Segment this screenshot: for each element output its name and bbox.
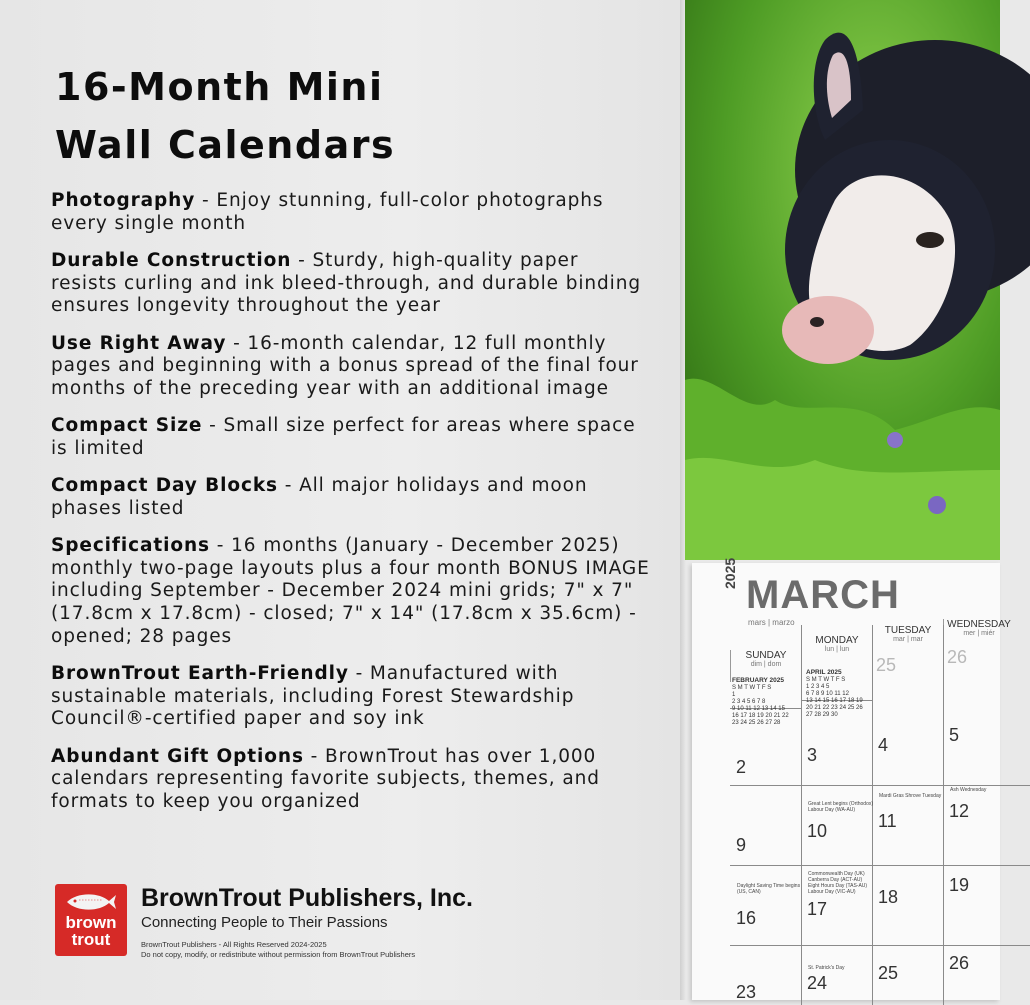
publisher-name: BrownTrout Publishers, Inc. — [141, 884, 473, 912]
mini-row: 9 10 11 12 13 14 15 — [732, 706, 785, 712]
holiday-note: Great Lent begins (Orthodox) Labour Day (WA-AU) — [808, 801, 874, 813]
mini-calendar-february — [732, 677, 789, 727]
feature-heading: Compact Day Blocks — [51, 475, 278, 497]
feature-item — [51, 475, 651, 520]
feature-heading: Abundant Gift Options — [51, 745, 304, 767]
title-line-2: Wall Calendars — [55, 123, 396, 167]
day-number: 4 — [878, 735, 889, 755]
feature-text: - Manufactured with sustainable materials, including Forest Stewardship Council®-certified paper and soy ink — [51, 662, 575, 730]
day-name: MONDAY — [815, 635, 859, 646]
mini-calendar-april — [806, 669, 863, 719]
holiday-note: St. Patrick's Day — [808, 965, 845, 971]
grid-line — [872, 625, 873, 1005]
day-alt: lun | lun — [824, 646, 850, 653]
feature-heading: Use Right Away — [51, 332, 227, 354]
day-number: 19 — [949, 875, 970, 895]
mini-title: APRIL 2025 — [806, 669, 842, 676]
browntrout-logo — [55, 884, 127, 956]
trout-icon — [65, 890, 117, 914]
grid-line — [730, 785, 1030, 786]
day-number: 12 — [949, 801, 970, 821]
day-number: 5 — [949, 725, 960, 745]
logo-line-2: trout — [71, 930, 111, 949]
mini-header: S M T W T F S — [732, 685, 772, 691]
feature-text: - Enjoy stunning, full-color photographs every single month — [51, 190, 604, 234]
day-number: 11 — [878, 811, 897, 831]
calendar-month-alt: mars | marzo — [748, 618, 795, 627]
day-number: 16 — [736, 908, 757, 928]
feature-item — [51, 535, 651, 649]
feature-heading: Specifications — [51, 534, 210, 556]
day-number: 18 — [878, 887, 899, 907]
day-name: SUNDAY — [745, 650, 787, 661]
publisher-block — [55, 884, 655, 964]
feature-list — [51, 190, 651, 828]
day-number: 25 — [878, 963, 899, 983]
mini-header: S M T W T F S — [806, 677, 846, 683]
feature-item — [51, 746, 651, 814]
pig-photo — [685, 0, 1000, 560]
feature-item — [51, 415, 651, 460]
day-number: 24 — [807, 973, 828, 993]
feature-item — [51, 663, 651, 731]
mini-row: 2 3 4 5 6 7 8 — [732, 699, 766, 705]
feature-item — [51, 333, 651, 401]
day-name: WEDNESDAY — [947, 619, 1011, 630]
mini-row: 1 — [732, 692, 736, 698]
feature-heading: BrownTrout Earth-Friendly — [51, 662, 349, 684]
feature-item — [51, 190, 651, 235]
mini-row: 23 24 25 26 27 28 — [732, 720, 781, 726]
feature-heading: Photography — [51, 190, 196, 211]
grid-line — [801, 625, 802, 1005]
day-number: 26 — [949, 953, 970, 973]
day-number: 23 — [736, 982, 757, 1002]
feature-text: - Small size perfect for areas where space is limited — [51, 415, 636, 459]
feature-heading: Durable Construction — [51, 249, 292, 271]
copyright-notice — [141, 940, 561, 960]
piglet-illustration — [685, 0, 1000, 560]
feature-heading: Compact Size — [51, 415, 203, 437]
publisher-tagline: Connecting People to Their Passions — [141, 914, 388, 931]
feature-text: - 16 months (January - December 2025) monthly two-page layouts plus a four month BONUS IMAGE including September - December 2024 mini grids; 7" x 7" (17.8cm x 17.8cm) - closed; 7" x 14" (17.8cm x 35.6cm) - opened; 28 pages — [51, 534, 650, 647]
day-name: TUESDAY — [884, 625, 932, 636]
mini-title: FEBRUARY 2025 — [732, 677, 785, 684]
mini-row: 13 14 15 16 17 18 19 — [806, 698, 863, 704]
mini-row: 27 28 29 30 — [806, 712, 838, 718]
day-number: 10 — [807, 821, 828, 841]
feature-text: - Sturdy, high-quality paper resists curling and ink bleed-through, and durable binding ensures longevity throughout the year — [51, 249, 641, 317]
calendar-month: MARCH — [746, 573, 900, 617]
feature-text: - 16-month calendar, 12 full monthly pages and beginning with a bonus spread of the final four months of the preceding year with an additional image — [51, 332, 639, 399]
logo-wordmark — [55, 914, 127, 948]
day-number: 17 — [807, 899, 828, 919]
day-alt: dim | dom — [750, 661, 782, 668]
holiday-note: Mardi Gras Shrove Tuesday — [879, 793, 942, 799]
mini-row: 1 2 3 4 5 — [806, 684, 830, 690]
holiday-note: Commonwealth Day (UK) Canberra Day (ACT-AU) Eight Hours Day (TAS-AU) Labour Day (VIC-AU) — [808, 871, 868, 895]
mini-row: 20 21 22 23 24 25 26 — [806, 705, 863, 711]
feature-text: - All major holidays and moon phases listed — [51, 475, 588, 519]
title-line-1: 16-Month Mini — [55, 65, 384, 109]
day-number: 25 — [876, 655, 897, 675]
copyright-line-1: BrownTrout Publishers - All Rights Reserved 2024-2025 — [141, 940, 327, 949]
day-number: 3 — [807, 745, 818, 765]
mini-row: 6 7 8 9 10 11 12 — [806, 691, 849, 697]
holiday-note: Daylight Saving Time begins (US, CAN) — [737, 883, 801, 895]
day-number: 2 — [736, 757, 747, 777]
calendar-page — [692, 557, 1011, 1002]
page-title — [55, 58, 655, 174]
copyright-line-2: Do not copy, modify, or redistribute without permission from BrownTrout Publishers — [141, 950, 416, 959]
mini-row: 16 17 18 19 20 21 22 — [732, 713, 789, 719]
grid-line — [943, 625, 944, 1005]
day-alt: mar | mar — [893, 636, 923, 643]
day-alt: mer | miér — [963, 630, 995, 637]
day-number: 9 — [736, 835, 747, 855]
day-header-monday — [801, 635, 872, 667]
grid-line — [730, 945, 1030, 946]
day-number: 26 — [947, 647, 968, 667]
feature-item — [51, 250, 651, 318]
calendar-year: 2025 — [722, 557, 738, 589]
logo-line-1: brown — [65, 913, 117, 932]
holiday-note: Ash Wednesday — [950, 787, 987, 793]
grid-line — [730, 865, 1030, 866]
feature-text: - BrownTrout has over 1,000 calendars representing favorite subjects, themes, and formats to keep you organized — [51, 745, 600, 812]
day-header-tuesday — [872, 625, 943, 657]
